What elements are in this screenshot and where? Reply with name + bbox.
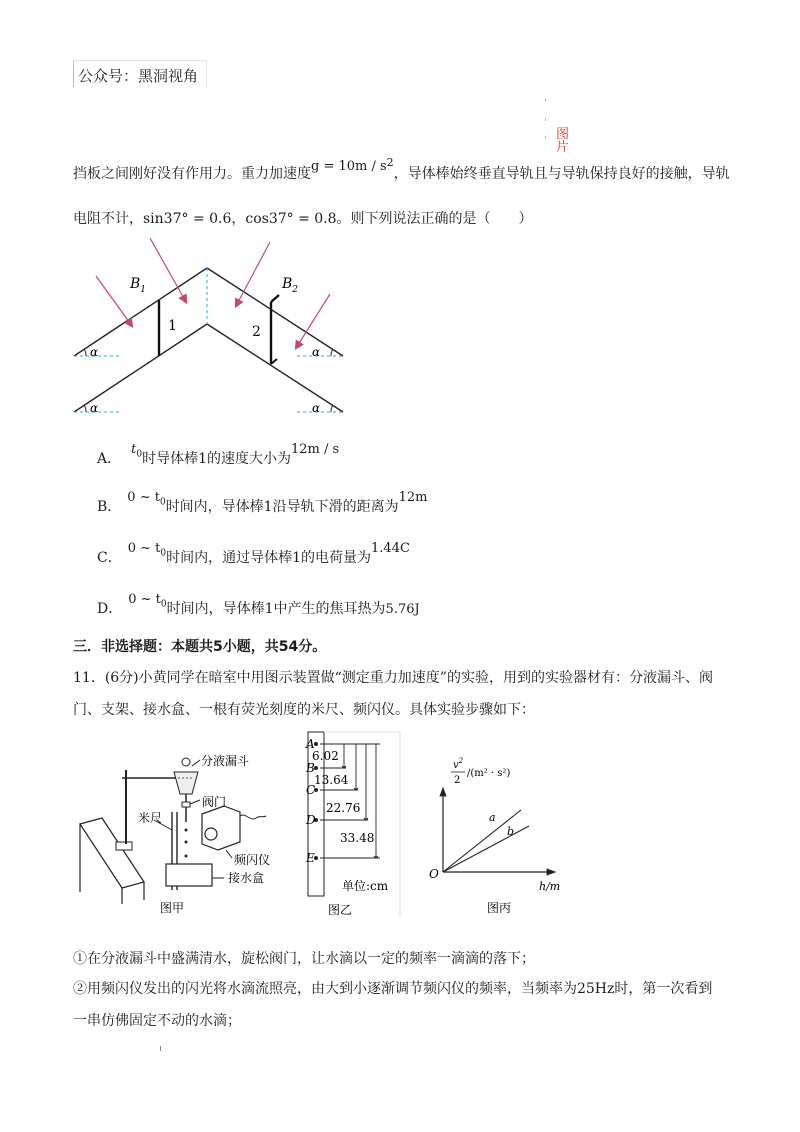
- margin-tick: [545, 98, 546, 101]
- distance-ad: 22.76: [326, 801, 361, 815]
- point-b: B: [306, 761, 315, 775]
- margin-tick: [160, 1046, 161, 1051]
- upper-rail-left: [74, 268, 207, 356]
- alpha-label: α: [90, 401, 99, 415]
- section-3-title: 三．非选择题：本题共5小题，共54分。: [73, 639, 327, 655]
- q11-line-2: 门、支架、接水盒、一根有荧光刻度的米尺、频闪仪。具体实验步骤如下：: [73, 702, 535, 718]
- unit-label: 单位:cm: [342, 879, 389, 893]
- figure-jia: [74, 732, 304, 922]
- lower-rail-left: [74, 324, 207, 412]
- field-arrow-b1: [150, 238, 186, 302]
- upper-rail-right: [207, 268, 343, 356]
- field-arrow-b1: [96, 276, 132, 326]
- line-a: [443, 810, 521, 872]
- field-arrow-b2: [296, 294, 330, 348]
- point-e: E: [306, 851, 315, 865]
- figure-yi: [300, 730, 405, 922]
- point-c: C: [306, 783, 316, 797]
- figure-bing: [425, 748, 565, 920]
- lower-rail-right: [207, 324, 343, 412]
- rod-1-label: 1: [168, 318, 177, 334]
- alpha-label: α: [312, 401, 321, 415]
- x-axis-label: h/m: [539, 880, 561, 893]
- option-b: B．0 ~ $t_0$时间内，导体棒1沿导轨下滑的距离为12m: [97, 490, 428, 515]
- q11-line-1: 11．(6分)小黄同学在暗室中用图示装置做“测定重力加速度”的实验，用到的实验器材有：分液漏斗、阀: [73, 670, 713, 686]
- label-funnel: 分液漏斗: [201, 754, 250, 768]
- line-b-label: b: [507, 825, 515, 838]
- distance-ae: 33.48: [340, 831, 375, 845]
- caption-bing: 图丙: [487, 901, 512, 915]
- label-strobe: 频闪仪: [234, 853, 271, 867]
- option-d: D．0 ~ $t_0$时间内，导体棒1中产生的焦耳热为5.76J: [97, 592, 420, 617]
- gravity-formula: $g = 10m / s^2$: [311, 156, 394, 174]
- alpha-label: α: [312, 345, 321, 359]
- header-watermark-box: [73, 60, 207, 87]
- label-water-box: 接水盒: [228, 871, 265, 885]
- label-ruler: 米尺: [138, 811, 163, 825]
- y-label-den: 2: [454, 775, 461, 786]
- step-1: ①在分液漏斗中盛满清水，旋松阀门，让水滴以一定的频率一滴滴的落下；: [73, 951, 535, 967]
- header-watermark: 公众号：黑洞视角: [78, 67, 199, 85]
- option-c: C．0 ~ $t_0$时间内，通过导体棒1的电荷量为1.44C: [97, 541, 410, 566]
- step-2-line-2: 一串仿佛固定不动的水滴；: [73, 1013, 241, 1029]
- line-b: [443, 826, 529, 872]
- question-line-2: 电阻不计，sin37° = 0.6，cos37° = 0.8。则下列说法正确的是（ ）: [73, 211, 533, 227]
- y-label-unit: /(m² · s²): [467, 768, 511, 779]
- line-a-label: a: [489, 811, 496, 824]
- origin-label: O: [429, 867, 439, 881]
- point-a: A: [306, 737, 315, 751]
- y-label-num: $v^2$: [453, 757, 464, 771]
- margin-tick: [545, 118, 546, 121]
- point-d: D: [306, 813, 316, 827]
- step-2-line-1: ②用频闪仪发出的闪光将水滴流照亮，由大到小逐渐调节频闪仪的频率，当频率为25Hz时，第一次看到: [73, 981, 713, 997]
- b2-label: $B_2$: [282, 276, 299, 295]
- b1-label: $B_1$: [130, 276, 147, 295]
- label-valve: 阀门: [202, 795, 227, 809]
- rail-figure: [66, 232, 356, 422]
- rod-2-label: 2: [252, 324, 261, 340]
- field-arrow-b2: [236, 242, 270, 306]
- option-a: A．$t_0$时导体棒1的速度大小为12m / s: [97, 442, 340, 467]
- distance-ab: 6.02: [312, 749, 339, 763]
- distance-ac: 13.64: [314, 773, 349, 787]
- margin-tick: [545, 136, 546, 139]
- side-note: 图片: [556, 127, 570, 155]
- caption-yi: 图乙: [328, 903, 353, 917]
- caption-jia: 图甲: [160, 901, 185, 915]
- question-line-1: 挡板之间刚好没有作用力。重力加速度$g = 10m / s^2$，导体棒始终垂直导轨且与导轨保持良好的接触，导轨: [73, 156, 730, 182]
- alpha-label: α: [90, 345, 99, 359]
